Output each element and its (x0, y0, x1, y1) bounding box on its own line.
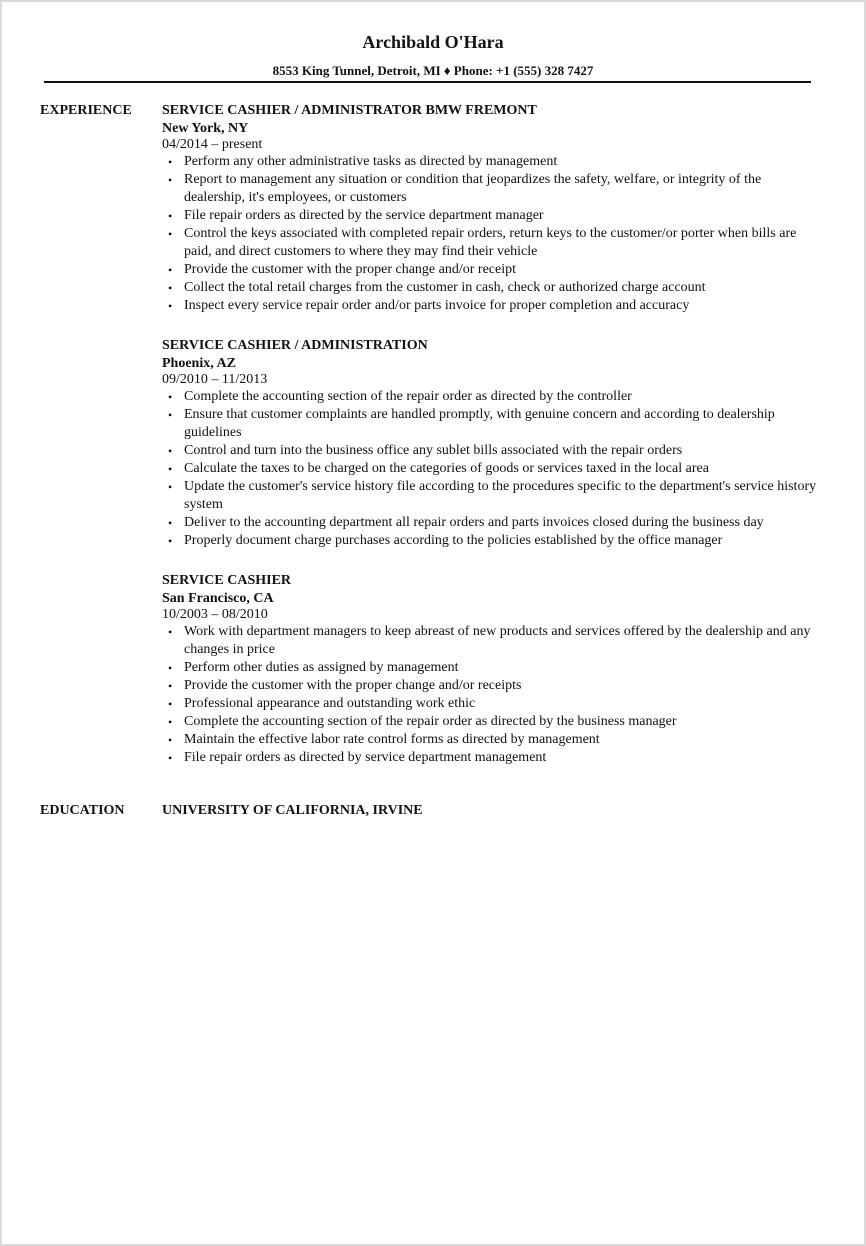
job-location: New York, NY (162, 121, 249, 136)
job-location: San Francisco, CA (162, 591, 274, 606)
job-entry (162, 102, 818, 315)
duty-item: • Inspect every service repair order and/or parts invoice for proper completion and accuracy (184, 297, 818, 315)
contact-line: 8553 King Tunnel, Detroit, MI ♦ Phone: +1 (555) 328 7427 (272, 63, 594, 78)
duty-item: • Work with department managers to keep abreast of new products and services offered by the dealership and any changes in price (184, 623, 818, 659)
duty-item: • Calculate the taxes to be charged on the categories of goods or services taxed in the local area (184, 460, 818, 478)
duty-item: • Provide the customer with the proper change and/or receipts (184, 677, 818, 695)
duty-item: • Complete the accounting section of the repair order as directed by the controller (184, 388, 818, 406)
job-title: SERVICE CASHIER / ADMINISTRATION (162, 338, 428, 353)
job-dates: 09/2010 – 11/2013 (162, 372, 268, 387)
job-title: SERVICE CASHIER (162, 573, 292, 588)
education-list (162, 802, 818, 820)
education-school: UNIVERSITY OF CALIFORNIA, IRVINE (162, 803, 423, 818)
duty-item: • Perform other duties as assigned by management (184, 659, 818, 677)
job-location: Phoenix, AZ (162, 356, 236, 371)
job-entry (162, 572, 818, 767)
resume-header (2, 2, 864, 79)
job-dates: 10/2003 – 08/2010 (162, 607, 268, 622)
duty-list (162, 388, 818, 550)
duty-item: • Deliver to the accounting department all repair orders and parts invoices closed during the business day (184, 514, 818, 532)
job-dates: 04/2014 – present (162, 137, 263, 152)
duty-item: • Update the customer's service history file according to the procedures specific to the department's service history system (184, 478, 818, 514)
duty-item: • Complete the accounting section of the repair order as directed by the business manager (184, 713, 818, 731)
job-title: SERVICE CASHIER / ADMINISTRATOR BMW FREMONT (162, 103, 537, 118)
duty-list (162, 153, 818, 315)
candidate-name: Archibald O'Hara (362, 32, 504, 52)
job-entry (162, 337, 818, 550)
header-divider (44, 81, 811, 83)
duty-item: • Collect the total retail charges from the customer in cash, check or authorized charge account (184, 279, 818, 297)
duty-item: • Maintain the effective labor rate control forms as directed by management (184, 731, 818, 749)
duty-item: • Professional appearance and outstanding work ethic (184, 695, 818, 713)
duty-item: • File repair orders as directed by the service department manager (184, 207, 818, 225)
duty-item: • Properly document charge purchases according to the policies established by the office manager (184, 532, 818, 550)
duty-list (162, 623, 818, 767)
duty-item: • Control and turn into the business office any sublet bills associated with the repair orders (184, 442, 818, 460)
experience-list (162, 102, 818, 789)
duty-item: • File repair orders as directed by service department management (184, 749, 818, 767)
duty-item: • Report to management any situation or condition that jeopardizes the safety, welfare, or integrity of the dealership, it's employees, or customers (184, 171, 818, 207)
duty-item: • Control the keys associated with completed repair orders, return keys to the customer/or porter when bills are paid, and direct customers to where they may find their vehicle (184, 225, 818, 261)
duty-item: • Ensure that customer complaints are handled promptly, with genuine concern and according to dealership guidelines (184, 406, 818, 442)
education-heading: EDUCATION (40, 803, 125, 818)
experience-heading: EXPERIENCE (40, 103, 132, 118)
duty-item: • Perform any other administrative tasks as directed by management (184, 153, 818, 171)
duty-item: • Provide the customer with the proper change and/or receipt (184, 261, 818, 279)
